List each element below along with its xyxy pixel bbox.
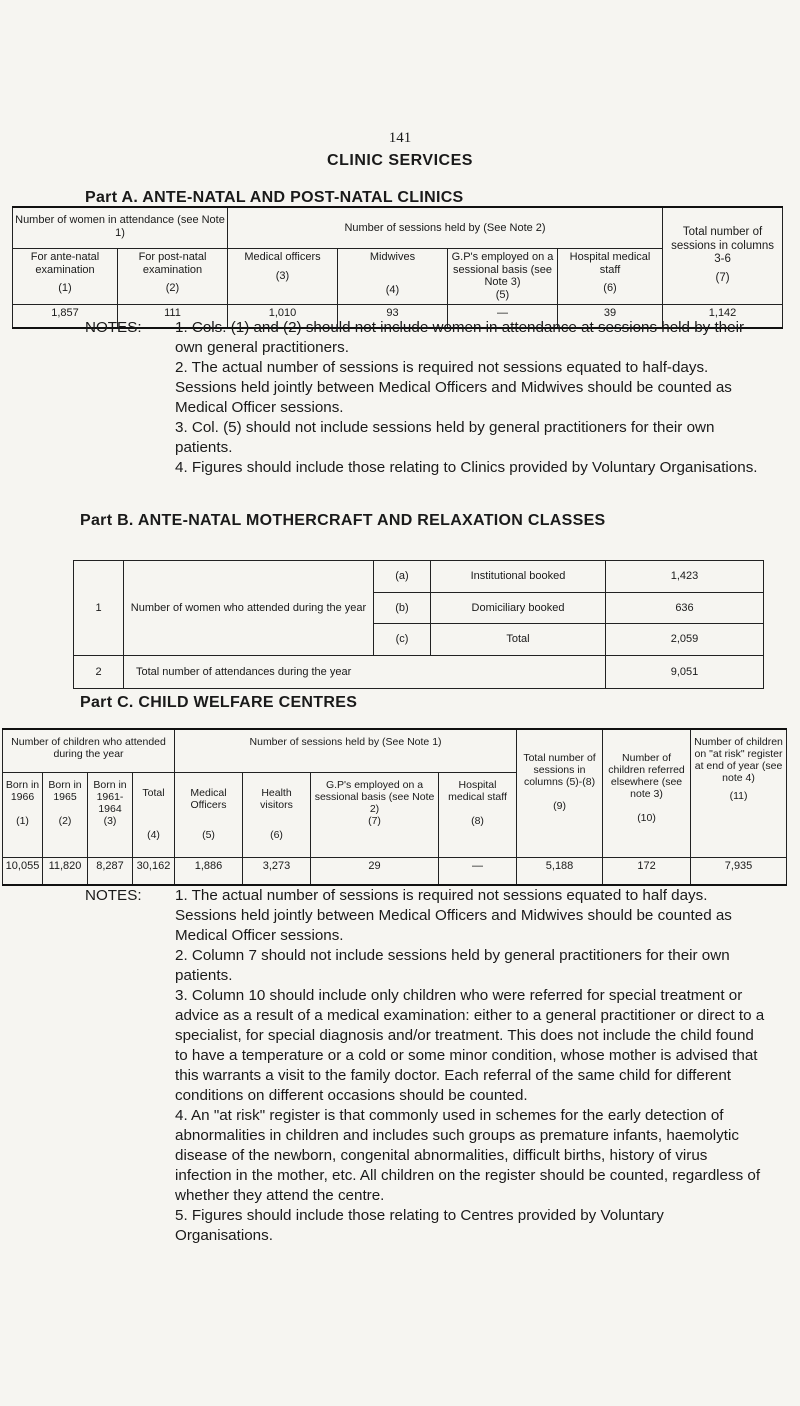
- col-label: Midwives: [369, 251, 416, 263]
- part-c-col-8: [439, 773, 517, 858]
- col-label: For ante-natal examination: [30, 251, 100, 276]
- part-c-col-9: [517, 729, 603, 858]
- col-label: Total: [142, 787, 165, 799]
- part-c-value: —: [439, 858, 517, 886]
- part-c-notes: [85, 886, 765, 1326]
- col-label: G.P's employed on a sessional basis (see Note 2): [314, 779, 435, 816]
- part-b-sub-value: 636: [606, 592, 764, 624]
- part-a-group-sessions: Number of sessions held by (See Note 2): [228, 207, 663, 249]
- part-c-value: 29: [311, 858, 439, 886]
- part-c-col-1: [3, 773, 43, 858]
- part-a-col-6: [558, 249, 663, 305]
- col-number: (3): [103, 815, 117, 828]
- col-number: (2): [58, 815, 72, 828]
- col-label: Total number of sessions in columns 3-6: [671, 226, 774, 265]
- col-number: (2): [165, 282, 180, 295]
- part-a-value: 1,142: [663, 304, 783, 328]
- col-label: Number of children on "at risk" register at end of year (see note 4): [694, 736, 783, 785]
- part-c-col-5: [175, 773, 243, 858]
- part-b-row-2-value: 9,051: [606, 656, 764, 689]
- col-label: Hospital medical staff: [569, 251, 651, 276]
- part-b-sub-key: (b): [374, 592, 431, 624]
- note-item: 1. The actual number of sessions is required not sessions equated to half days. Sessions held jointly between Medical Officers and Midwives should be counted as Medical Officer sessions.: [175, 887, 732, 944]
- part-b-sub-value: 1,423: [606, 561, 764, 593]
- part-c-value: 3,273: [243, 858, 311, 886]
- part-b-row-1-label: Number of women who attended during the year: [124, 561, 374, 656]
- part-b-sub-label: Institutional booked: [431, 561, 606, 593]
- part-b-row-2-label: Total number of attendances during the year: [124, 656, 606, 689]
- part-c-col-3: [88, 773, 133, 858]
- part-a-value: 111: [118, 304, 228, 328]
- col-number: (10): [637, 812, 656, 825]
- part-a-table: [12, 206, 783, 329]
- part-b-sub-label: Total: [431, 624, 606, 656]
- part-c-heading: Part C. CHILD WELFARE CENTRES: [80, 694, 358, 711]
- part-a-value: —: [448, 304, 558, 328]
- part-a-notes: [85, 318, 765, 503]
- part-b-table: [73, 560, 764, 689]
- part-b-sub-value: 2,059: [606, 624, 764, 656]
- part-b-row-1-number: 1: [74, 561, 124, 656]
- part-a-value: 93: [338, 304, 448, 328]
- col-label: Number of children referred elsewhere (see note 3): [608, 752, 685, 801]
- part-c-value: 7,935: [691, 858, 787, 886]
- part-b-row-2-number: 2: [74, 656, 124, 689]
- part-a-value: 1,010: [228, 304, 338, 328]
- part-c-value: 5,188: [517, 858, 603, 886]
- note-item: 1. Cols. (1) and (2) should not include women in attendance at sessions held by their own general practitioners.: [175, 319, 745, 356]
- note-item: 2. The actual number of sessions is required not sessions equated to half-days. Sessions held jointly between Medical Officers and Midwives should be counted as Medical Officer sessions.: [175, 359, 732, 416]
- col-label: Medical officers: [244, 251, 321, 263]
- col-label: Born in 1965: [48, 779, 82, 804]
- col-number: (4): [385, 283, 400, 296]
- note-item: 5. Figures should include those relating to Centres provided by Voluntary Organisations.: [175, 1207, 664, 1244]
- col-number: (11): [729, 790, 748, 803]
- part-b-sub-key: (a): [374, 561, 431, 593]
- part-a-col-7: [663, 207, 783, 304]
- part-a-col-3: [228, 249, 338, 305]
- part-c-col-7: [311, 773, 439, 858]
- part-c-col-10: [603, 729, 691, 858]
- part-c-value: 10,055: [3, 858, 43, 886]
- col-label: G.P's employed on a sessional basis (see Note 3): [451, 251, 554, 289]
- col-label: For post-natal examination: [138, 251, 207, 276]
- col-label: Born in 1961-1964: [93, 779, 127, 816]
- part-c-col-2: [43, 773, 88, 858]
- part-a-value: 1,857: [13, 304, 118, 328]
- part-a-col-1: [13, 249, 118, 305]
- part-c-value: 1,886: [175, 858, 243, 886]
- page-number: 141: [388, 130, 412, 146]
- part-c-value: 11,820: [43, 858, 88, 886]
- part-b-heading: Part B. ANTE-NATAL MOTHERCRAFT AND RELAXATION CLASSES: [80, 512, 606, 529]
- part-a-value: 39: [558, 304, 663, 328]
- col-label: Hospital medical staff: [448, 779, 507, 804]
- col-number: (5): [202, 829, 215, 842]
- col-label: Health visitors: [260, 787, 293, 812]
- notes-label: NOTES:: [85, 887, 142, 904]
- part-b-sub-label: Domiciliary booked: [431, 592, 606, 624]
- col-number: (3): [275, 269, 290, 282]
- part-c-value: 30,162: [133, 858, 175, 886]
- page-title: CLINIC SERVICES: [327, 152, 473, 169]
- part-c-value: 8,287: [88, 858, 133, 886]
- col-label: Born in 1966: [5, 779, 40, 804]
- note-item: 2. Column 7 should not include sessions held by general practitioners for their own patients.: [175, 947, 730, 984]
- col-number: (6): [270, 829, 283, 842]
- col-label: Medical Officers: [190, 787, 227, 812]
- part-a-col-5: [448, 249, 558, 305]
- note-item: 3. Column 10 should include only children who were referred for special treatment or advice as a result of a medical examination: either to a general practitioner or direct to a specialist, for special diagnosis and/or treatment. This does not include the child found to have a temperature or a cold or some minor condition, whose mother is advised that this warrants a visit to the family doctor. Each referral of the same child for different conditions on different occasions should be counted.: [175, 987, 765, 1104]
- part-c-col-11: [691, 729, 787, 858]
- col-number: (9): [553, 800, 566, 813]
- notes-label: NOTES:: [85, 319, 142, 336]
- col-number: (5): [495, 288, 510, 301]
- part-c-group-children: Number of children who attended during the year: [3, 729, 175, 773]
- col-label: Total number of sessions in columns (5)-(8): [523, 752, 596, 789]
- part-a-col-2: [118, 249, 228, 305]
- col-number: (1): [58, 282, 72, 295]
- col-number: (1): [16, 815, 29, 828]
- part-c-group-sessions: Number of sessions held by (See Note 1): [175, 729, 517, 773]
- note-item: 4. An "at risk" register is that commonly used in schemes for the early detection of abnormalities in children and includes such groups as premature infants, haemolytic disease of the newborn, congenital abnormalities, difficult births, history of virus infection in the mother, etc. All children on the register should be counted, regardless of whether they attend the centre.: [175, 1107, 761, 1204]
- col-number: (4): [147, 829, 160, 842]
- part-c-value: 172: [603, 858, 691, 886]
- part-a-heading: Part A. ANTE-NATAL AND POST-NATAL CLINICS: [85, 189, 464, 206]
- part-c-col-4: [133, 773, 175, 858]
- col-number: (8): [471, 815, 484, 828]
- col-number: (6): [603, 282, 617, 295]
- note-item: 4. Figures should include those relating to Clinics provided by Voluntary Organisations.: [175, 459, 758, 476]
- part-c-table: [2, 728, 787, 886]
- col-number: (7): [715, 272, 730, 284]
- part-a-group-women: Number of women in attendance (see Note 1): [13, 207, 228, 249]
- part-a-col-4: [338, 249, 448, 305]
- part-b-sub-key: (c): [374, 624, 431, 656]
- part-c-col-6: [243, 773, 311, 858]
- col-number: (7): [368, 815, 381, 828]
- note-item: 3. Col. (5) should not include sessions held by general practitioners for their own patients.: [175, 419, 715, 456]
